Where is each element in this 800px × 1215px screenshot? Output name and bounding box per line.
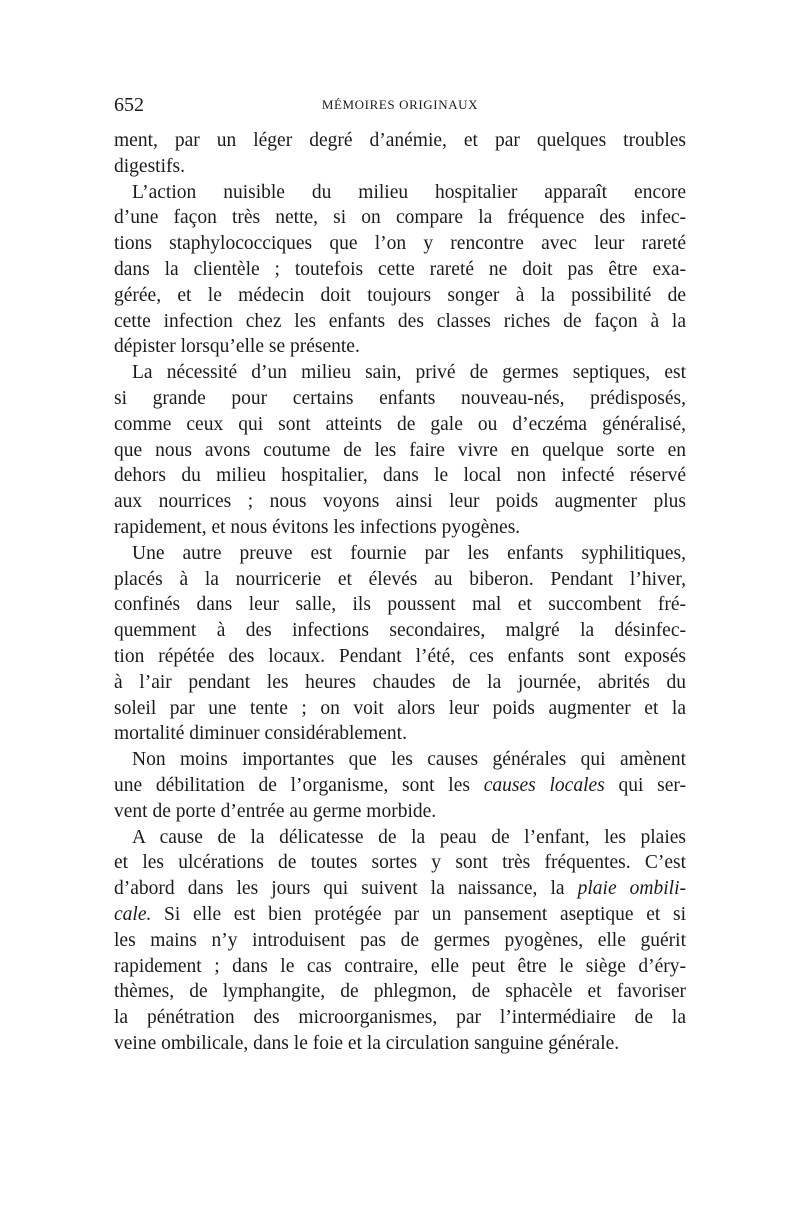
text-line	[114, 773, 686, 799]
text-line: confinés dans leur salle, ils poussent mal et succombent fré-	[114, 594, 686, 616]
text-line: soleil par une tente ; on voit alors leur poids augmenter et la	[114, 697, 686, 719]
text-line: dépister lorsqu’elle se présente.	[114, 336, 360, 358]
paragraph	[114, 128, 686, 180]
text-line: digestifs.	[114, 155, 185, 177]
paragraph	[114, 180, 686, 361]
text-segment: d’abord dans les jours qui suivent la naissance, la	[114, 878, 565, 900]
text-segment: qui ser-	[618, 774, 687, 796]
text-line: Une autre preuve est fournie par les enfants syphilitiques,	[132, 542, 686, 564]
text-line: les mains n’y introduisent pas de germes pyogènes, elle guérit	[114, 929, 686, 951]
italic-term: causes locales	[483, 774, 605, 796]
text-line: A cause de la délicatesse de la peau de l’enfant, les plaies	[132, 826, 686, 848]
italic-term: cale.	[114, 903, 152, 925]
text-line: d’une façon très nette, si on compare la fréquence des infec-	[114, 207, 686, 229]
body-text	[114, 128, 686, 1057]
text-line	[114, 876, 686, 902]
text-line: dans la clientèle ; toutefois cette rareté ne doit pas être exa-	[114, 258, 686, 280]
text-line: Non moins importantes que les causes générales qui amènent	[132, 749, 686, 771]
paragraph	[114, 825, 686, 1057]
text-line: gérée, et le médecin doit toujours songer à la possibilité de	[114, 284, 686, 306]
text-line: cette infection chez les enfants des classes riches de façon à la	[114, 310, 686, 332]
text-line: que nous avons coutume de les faire vivre en quelque sorte en	[114, 439, 686, 461]
text-line: rapidement ; dans le cas contraire, elle peut être le siège d’éry-	[114, 955, 686, 977]
running-title: MÉMOIRES ORIGINAUX	[321, 97, 479, 112]
text-line: quemment à des infections secondaires, malgré la désinfec-	[114, 620, 686, 642]
text-line: thèmes, de lymphangite, de phlegmon, de sphacèle et favoriser	[114, 981, 686, 1003]
text-line	[114, 902, 686, 928]
text-line: à l’air pendant les heures chaudes de la journée, abrités du	[114, 671, 686, 693]
text-line: tions staphylococciques que l’on y rencontre avec leur rareté	[114, 233, 686, 255]
text-line: comme ceux qui sont atteints de gale ou d’eczéma généralisé,	[114, 413, 686, 435]
page-number: 652	[114, 94, 144, 116]
text-line: aux nourrices ; nous voyons ainsi leur poids augmenter plus	[114, 491, 686, 513]
text-line: rapidement, et nous évitons les infections pyogènes.	[114, 516, 521, 538]
text-line: La nécessité d’un milieu sain, privé de germes septiques, est	[132, 362, 686, 384]
page-header	[114, 93, 686, 117]
text-line: tion répétée des locaux. Pendant l’été, ces enfants sont exposés	[114, 645, 686, 667]
text-line: ment, par un léger degré d’anémie, et par quelques troubles	[114, 130, 686, 151]
text-line: placés à la nourricerie et élevés au biberon. Pendant l’hiver,	[114, 568, 686, 590]
text-line: L’action nuisible du milieu hospitalier apparaît encore	[132, 181, 686, 203]
paragraph	[114, 747, 686, 824]
text-line: mortalité diminuer considérablement.	[114, 723, 407, 745]
paragraph	[114, 541, 686, 747]
text-line: si grande pour certains enfants nouveau-nés, prédisposés,	[114, 387, 686, 409]
italic-term: plaie ombili-	[577, 878, 687, 900]
text-line: et les ulcérations de toutes sortes y sont très fréquentes. C’est	[114, 852, 686, 874]
text-line: la pénétration des microorganismes, par l’intermédiaire de la	[114, 1007, 686, 1029]
text-line: veine ombilicale, dans le foie et la circulation sanguine générale.	[114, 1032, 620, 1054]
text-segment: Si elle est bien protégée par un pansement aseptique et si	[164, 903, 686, 925]
text-segment: une débilitation de l’organisme, sont les	[114, 774, 470, 796]
text-line: vent de porte d’entrée au germe morbide.	[114, 800, 437, 822]
paragraph	[114, 360, 686, 541]
text-line: dehors du milieu hospitalier, dans le local non infecté réservé	[114, 465, 686, 487]
